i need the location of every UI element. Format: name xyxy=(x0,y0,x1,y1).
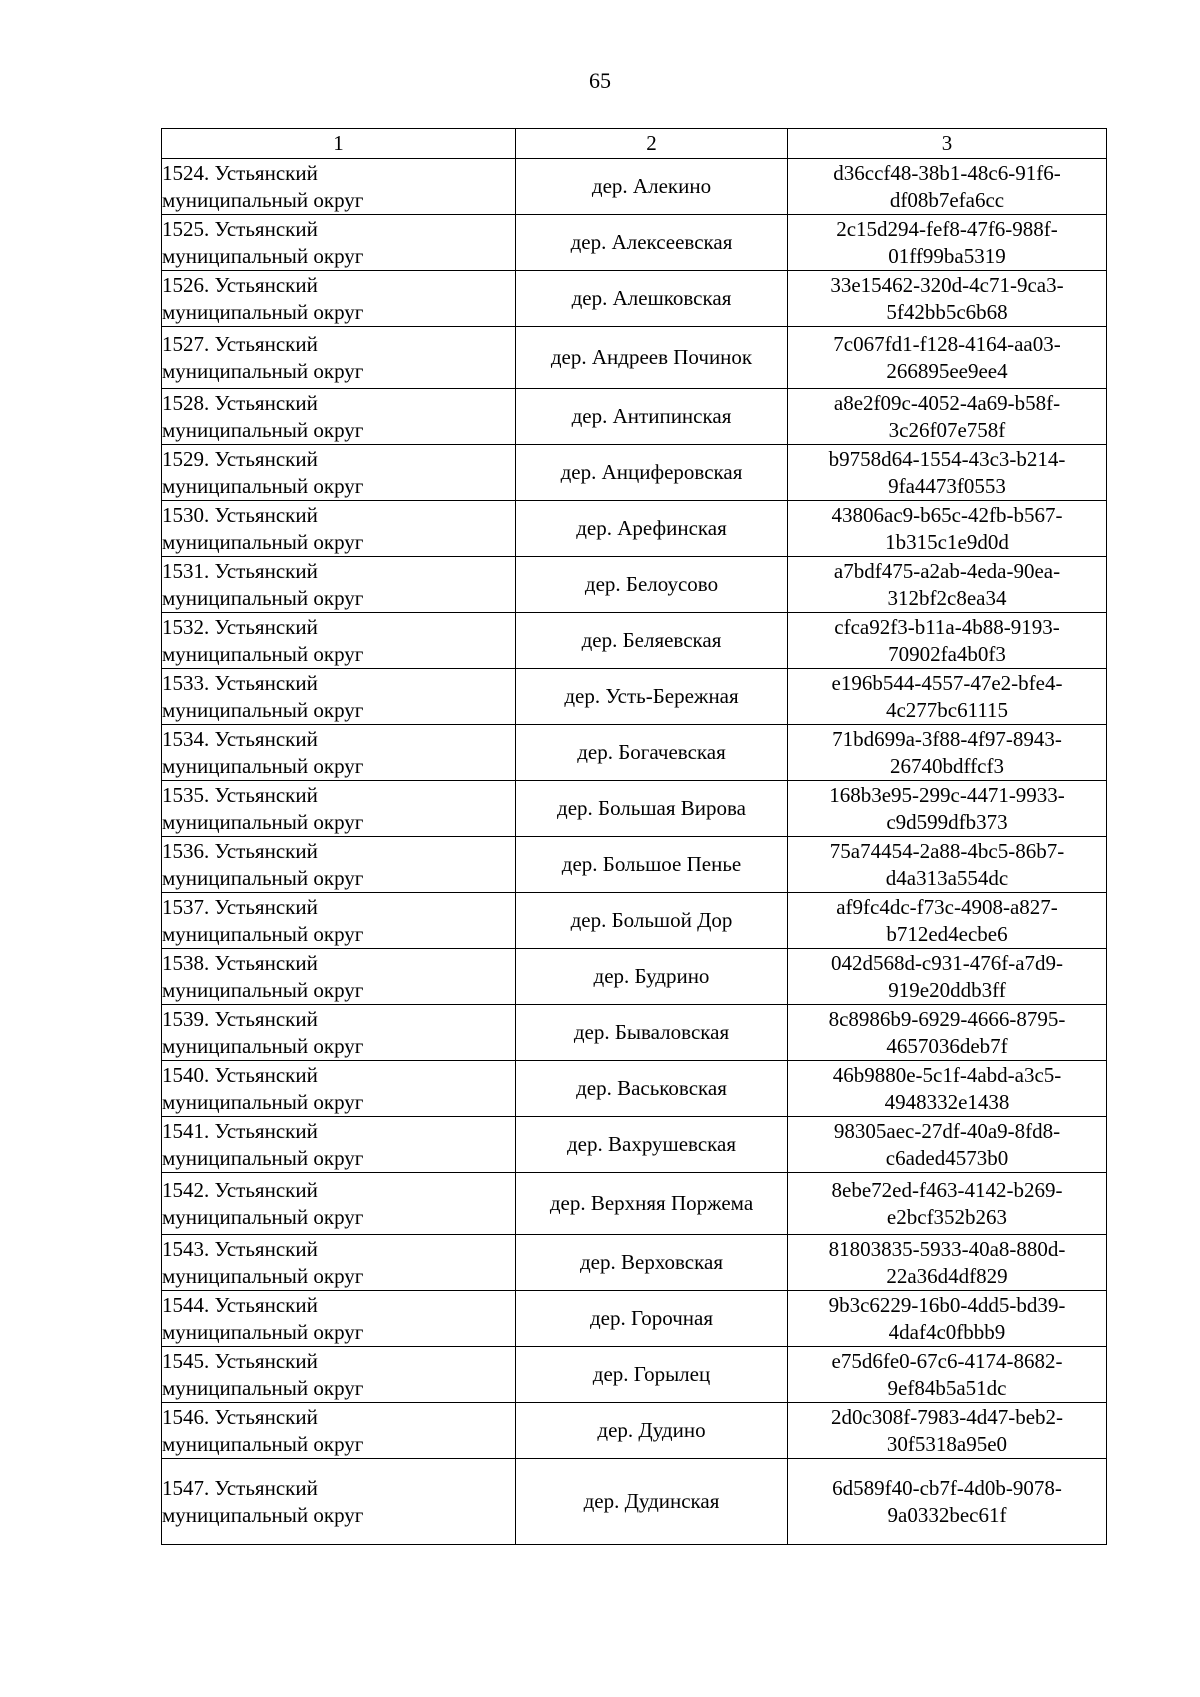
fias-code-line-1: 43806ac9-b65c-42fb-b567- xyxy=(831,502,1063,527)
district-type: муниципальный округ xyxy=(162,1431,364,1456)
table-row xyxy=(162,781,1107,837)
fias-code-line-2: 4daf4c0fbbb9 xyxy=(888,1319,1006,1344)
district-cell xyxy=(162,445,516,501)
locality-cell: дер. Верховская xyxy=(516,1235,788,1291)
district-cell xyxy=(162,1117,516,1173)
settlements-table xyxy=(161,128,1107,1545)
table-row xyxy=(162,1403,1107,1459)
row-number: 1540. xyxy=(162,1062,210,1087)
fias-code-line-2: 70902fa4b0f3 xyxy=(888,641,1006,666)
fias-code-cell xyxy=(788,501,1107,557)
row-number: 1531. xyxy=(162,558,210,583)
row-number: 1530. xyxy=(162,502,210,527)
locality-cell: дер. Большой Дор xyxy=(516,893,788,949)
fias-code-cell xyxy=(788,1061,1107,1117)
district-type: муниципальный округ xyxy=(162,1375,364,1400)
locality-cell: дер. Верхняя Поржема xyxy=(516,1173,788,1235)
fias-code-line-1: 168b3e95-299c-4471-9933- xyxy=(829,782,1065,807)
district-name: Устьянский xyxy=(214,614,318,639)
district-type: муниципальный округ xyxy=(162,187,364,212)
fias-code-cell xyxy=(788,669,1107,725)
table-row xyxy=(162,327,1107,389)
fias-code-cell xyxy=(788,1459,1107,1545)
locality-cell: дер. Беляевская xyxy=(516,613,788,669)
row-number: 1539. xyxy=(162,1006,210,1031)
district-type: муниципальный округ xyxy=(162,299,364,324)
district-type: муниципальный округ xyxy=(162,1033,364,1058)
fias-code-cell xyxy=(788,271,1107,327)
fias-code-cell xyxy=(788,613,1107,669)
table-row xyxy=(162,1061,1107,1117)
page-number: 65 xyxy=(589,68,611,93)
district-cell xyxy=(162,215,516,271)
district-name: Устьянский xyxy=(214,1292,318,1317)
fias-code-line-1: 2c15d294-fef8-47f6-988f- xyxy=(836,216,1058,241)
row-number: 1529. xyxy=(162,446,210,471)
table-row xyxy=(162,725,1107,781)
fias-code-line-2: 30f5318a95e0 xyxy=(886,1431,1008,1456)
locality-cell: дер. Усть-Бережная xyxy=(516,669,788,725)
fias-code-line-2: 01ff99ba5319 xyxy=(888,243,1006,268)
row-number: 1546. xyxy=(162,1404,210,1429)
fias-code-line-1: cfca92f3-b11a-4b88-9193- xyxy=(834,614,1060,639)
district-name: Устьянский xyxy=(214,390,318,415)
table-row xyxy=(162,949,1107,1005)
district-type: муниципальный округ xyxy=(162,809,364,834)
fias-code-line-2: c6aded4573b0 xyxy=(885,1145,1009,1170)
table-row xyxy=(162,159,1107,215)
district-type: муниципальный округ xyxy=(162,1089,364,1114)
locality-cell: дер. Дудинская xyxy=(516,1459,788,1545)
district-cell xyxy=(162,1291,516,1347)
district-name: Устьянский xyxy=(214,1348,318,1373)
table-row xyxy=(162,1291,1107,1347)
district-name: Устьянский xyxy=(214,1006,318,1031)
table-row xyxy=(162,445,1107,501)
district-type: муниципальный округ xyxy=(162,865,364,890)
row-number: 1543. xyxy=(162,1236,210,1261)
fias-code-cell xyxy=(788,389,1107,445)
district-cell xyxy=(162,271,516,327)
locality-cell: дер. Бываловская xyxy=(516,1005,788,1061)
district-cell xyxy=(162,159,516,215)
fias-code-cell xyxy=(788,1173,1107,1235)
district-cell xyxy=(162,669,516,725)
district-type: муниципальный округ xyxy=(162,977,364,1002)
table-row xyxy=(162,215,1107,271)
district-name: Устьянский xyxy=(214,216,318,241)
fias-code-cell xyxy=(788,215,1107,271)
row-number: 1538. xyxy=(162,950,210,975)
fias-code-line-2: 1b315c1e9d0d xyxy=(885,529,1009,554)
district-type: муниципальный округ xyxy=(162,529,364,554)
district-cell xyxy=(162,893,516,949)
fias-code-line-2: b712ed4ecbe6 xyxy=(886,921,1008,946)
fias-code-line-1: 8ebe72ed-f463-4142-b269- xyxy=(831,1177,1063,1202)
fias-code-line-2: d4a313a554dc xyxy=(885,865,1009,890)
fias-code-cell xyxy=(788,557,1107,613)
table-row xyxy=(162,1347,1107,1403)
district-name: Устьянский xyxy=(214,160,318,185)
fias-code-line-2: 266895ee9ee4 xyxy=(886,358,1008,383)
locality-cell: дер. Большое Пенье xyxy=(516,837,788,893)
row-number: 1541. xyxy=(162,1118,210,1143)
table-row xyxy=(162,271,1107,327)
district-name: Устьянский xyxy=(214,1236,318,1261)
row-number: 1536. xyxy=(162,838,210,863)
locality-cell: дер. Богачевская xyxy=(516,725,788,781)
fias-code-cell xyxy=(788,1347,1107,1403)
district-type: муниципальный округ xyxy=(162,1319,364,1344)
district-type: муниципальный округ xyxy=(162,473,364,498)
table-row xyxy=(162,893,1107,949)
row-number: 1524. xyxy=(162,160,210,185)
fias-code-cell xyxy=(788,1291,1107,1347)
fias-code-line-2: 4657036deb7f xyxy=(886,1033,1008,1058)
district-name: Устьянский xyxy=(214,502,318,527)
fias-code-line-1: 8c8986b9-6929-4666-8795- xyxy=(828,1006,1066,1031)
fias-code-line-1: 71bd699a-3f88-4f97-8943- xyxy=(832,726,1062,751)
locality-cell: дер. Будрино xyxy=(516,949,788,1005)
district-name: Устьянский xyxy=(214,782,318,807)
locality-cell: дер. Горочная xyxy=(516,1291,788,1347)
fias-code-line-2: 4948332e1438 xyxy=(884,1089,1010,1114)
district-cell xyxy=(162,1005,516,1061)
fias-code-line-2: 9fa4473f0553 xyxy=(888,473,1006,498)
district-name: Устьянский xyxy=(214,331,318,356)
locality-cell: дер. Алешковская xyxy=(516,271,788,327)
district-name: Устьянский xyxy=(214,558,318,583)
district-cell xyxy=(162,1403,516,1459)
district-type: муниципальный округ xyxy=(162,585,364,610)
district-cell xyxy=(162,837,516,893)
district-cell xyxy=(162,1459,516,1545)
fias-code-line-1: b9758d64-1554-43c3-b214- xyxy=(828,446,1066,471)
district-cell xyxy=(162,327,516,389)
fias-code-cell xyxy=(788,893,1107,949)
fias-code-line-2: 9a0332bec61f xyxy=(887,1502,1007,1527)
district-type: муниципальный округ xyxy=(162,358,364,383)
row-number: 1533. xyxy=(162,670,210,695)
district-cell xyxy=(162,389,516,445)
fias-code-line-1: 2d0c308f-7983-4d47-beb2- xyxy=(830,1404,1064,1429)
fias-code-cell xyxy=(788,1403,1107,1459)
fias-code-line-2: 312bf2c8ea34 xyxy=(887,585,1007,610)
district-name: Устьянский xyxy=(214,1404,318,1429)
fias-code-line-1: 46b9880e-5c1f-4abd-a3c5- xyxy=(832,1062,1062,1087)
district-cell xyxy=(162,557,516,613)
fias-code-line-2: 3c26f07e758f xyxy=(888,417,1006,442)
fias-code-line-1: 81803835-5933-40a8-880d- xyxy=(828,1236,1066,1261)
table-row xyxy=(162,1117,1107,1173)
fias-code-cell xyxy=(788,1005,1107,1061)
table-row xyxy=(162,1005,1107,1061)
fias-code-cell xyxy=(788,837,1107,893)
district-type: муниципальный округ xyxy=(162,921,364,946)
fias-code-line-2: 919e20ddb3ff xyxy=(888,977,1006,1002)
row-number: 1545. xyxy=(162,1348,210,1373)
district-cell xyxy=(162,1235,516,1291)
district-name: Устьянский xyxy=(214,1177,318,1202)
fias-code-line-1: a7bdf475-a2ab-4eda-90ea- xyxy=(833,558,1061,583)
fias-code-cell xyxy=(788,725,1107,781)
district-type: муниципальный округ xyxy=(162,1263,364,1288)
district-name: Устьянский xyxy=(214,1475,318,1500)
district-cell xyxy=(162,949,516,1005)
district-type: муниципальный округ xyxy=(162,1502,364,1527)
row-number: 1528. xyxy=(162,390,210,415)
fias-code-cell xyxy=(788,949,1107,1005)
table-body xyxy=(162,159,1107,1545)
column-header-2: 2 xyxy=(516,129,788,159)
row-number: 1542. xyxy=(162,1177,210,1202)
fias-code-line-1: 33e15462-320d-4c71-9ca3- xyxy=(830,272,1064,297)
district-name: Устьянский xyxy=(214,894,318,919)
table-row xyxy=(162,389,1107,445)
table-row xyxy=(162,1173,1107,1235)
fias-code-cell xyxy=(788,327,1107,389)
fias-code-line-2: 22a36d4df829 xyxy=(886,1263,1008,1288)
fias-code-line-1: 75a74454-2a88-4bc5-86b7- xyxy=(829,838,1065,863)
locality-cell: дер. Алекино xyxy=(516,159,788,215)
district-name: Устьянский xyxy=(214,1118,318,1143)
district-name: Устьянский xyxy=(214,726,318,751)
column-header-3: 3 xyxy=(788,129,1107,159)
table-row xyxy=(162,669,1107,725)
fias-code-line-1: 9b3c6229-16b0-4dd5-bd39- xyxy=(828,1292,1066,1317)
district-cell xyxy=(162,1061,516,1117)
district-cell xyxy=(162,501,516,557)
fias-code-line-2: df08b7efa6cc xyxy=(889,187,1005,212)
table-row xyxy=(162,557,1107,613)
fias-code-line-2: c9d599dfb373 xyxy=(886,809,1008,834)
district-type: муниципальный округ xyxy=(162,243,364,268)
table-row xyxy=(162,613,1107,669)
locality-cell: дер. Горылец xyxy=(516,1347,788,1403)
row-number: 1535. xyxy=(162,782,210,807)
fias-code-cell xyxy=(788,445,1107,501)
fias-code-cell xyxy=(788,1235,1107,1291)
locality-cell: дер. Васьковская xyxy=(516,1061,788,1117)
district-name: Устьянский xyxy=(214,838,318,863)
table-row xyxy=(162,501,1107,557)
fias-code-line-2: 4c277bc61115 xyxy=(885,697,1009,722)
column-header-1: 1 xyxy=(162,129,516,159)
locality-cell: дер. Дудино xyxy=(516,1403,788,1459)
locality-cell: дер. Большая Вирова xyxy=(516,781,788,837)
fias-code-line-1: af9fc4dc-f73c-4908-a827- xyxy=(836,894,1058,919)
fias-code-line-1: d36ccf48-38b1-48c6-91f6- xyxy=(833,160,1061,185)
locality-cell: дер. Белоусово xyxy=(516,557,788,613)
table-row xyxy=(162,1459,1107,1545)
district-name: Устьянский xyxy=(214,272,318,297)
table-row xyxy=(162,837,1107,893)
district-cell xyxy=(162,781,516,837)
fias-code-line-1: 98305aec-27df-40a9-8fd8- xyxy=(833,1118,1061,1143)
row-number: 1532. xyxy=(162,614,210,639)
locality-cell: дер. Анциферовская xyxy=(516,445,788,501)
row-number: 1525. xyxy=(162,216,210,241)
row-number: 1544. xyxy=(162,1292,210,1317)
district-type: муниципальный округ xyxy=(162,641,364,666)
fias-code-line-2: 5f42bb5c6b68 xyxy=(886,299,1008,324)
fias-code-line-2: e2bcf352b263 xyxy=(886,1204,1008,1229)
locality-cell: дер. Андреев Починок xyxy=(516,327,788,389)
locality-cell: дер. Вахрушевская xyxy=(516,1117,788,1173)
district-type: муниципальный округ xyxy=(162,417,364,442)
row-number: 1534. xyxy=(162,726,210,751)
district-type: муниципальный округ xyxy=(162,753,364,778)
district-cell xyxy=(162,613,516,669)
table-row xyxy=(162,1235,1107,1291)
fias-code-cell xyxy=(788,781,1107,837)
row-number: 1547. xyxy=(162,1475,210,1500)
district-name: Устьянский xyxy=(214,446,318,471)
fias-code-cell xyxy=(788,1117,1107,1173)
district-name: Устьянский xyxy=(214,1062,318,1087)
district-cell xyxy=(162,1347,516,1403)
fias-code-line-1: e75d6fe0-67c6-4174-8682- xyxy=(831,1348,1063,1373)
fias-code-line-2: 9ef84b5a51dc xyxy=(887,1375,1007,1400)
district-name: Устьянский xyxy=(214,950,318,975)
locality-cell: дер. Алексеевская xyxy=(516,215,788,271)
fias-code-line-1: 7c067fd1-f128-4164-aa03- xyxy=(833,331,1061,356)
district-name: Устьянский xyxy=(214,670,318,695)
locality-cell: дер. Арефинская xyxy=(516,501,788,557)
row-number: 1537. xyxy=(162,894,210,919)
district-cell xyxy=(162,1173,516,1235)
district-type: муниципальный округ xyxy=(162,1145,364,1170)
district-type: муниципальный округ xyxy=(162,1204,364,1229)
fias-code-cell xyxy=(788,159,1107,215)
fias-code-line-1: a8e2f09c-4052-4a69-b58f- xyxy=(833,390,1061,415)
locality-cell: дер. Антипинская xyxy=(516,389,788,445)
district-cell xyxy=(162,725,516,781)
fias-code-line-1: 042d568d-c931-476f-a7d9- xyxy=(830,950,1064,975)
fias-code-line-2: 26740bdffcf3 xyxy=(890,753,1004,778)
row-number: 1526. xyxy=(162,272,210,297)
row-number: 1527. xyxy=(162,331,210,356)
fias-code-line-1: 6d589f40-cb7f-4d0b-9078- xyxy=(832,1475,1062,1500)
table-header-row xyxy=(162,129,1107,159)
fias-code-line-1: e196b544-4557-47e2-bfe4- xyxy=(831,670,1063,695)
district-type: муниципальный округ xyxy=(162,697,364,722)
